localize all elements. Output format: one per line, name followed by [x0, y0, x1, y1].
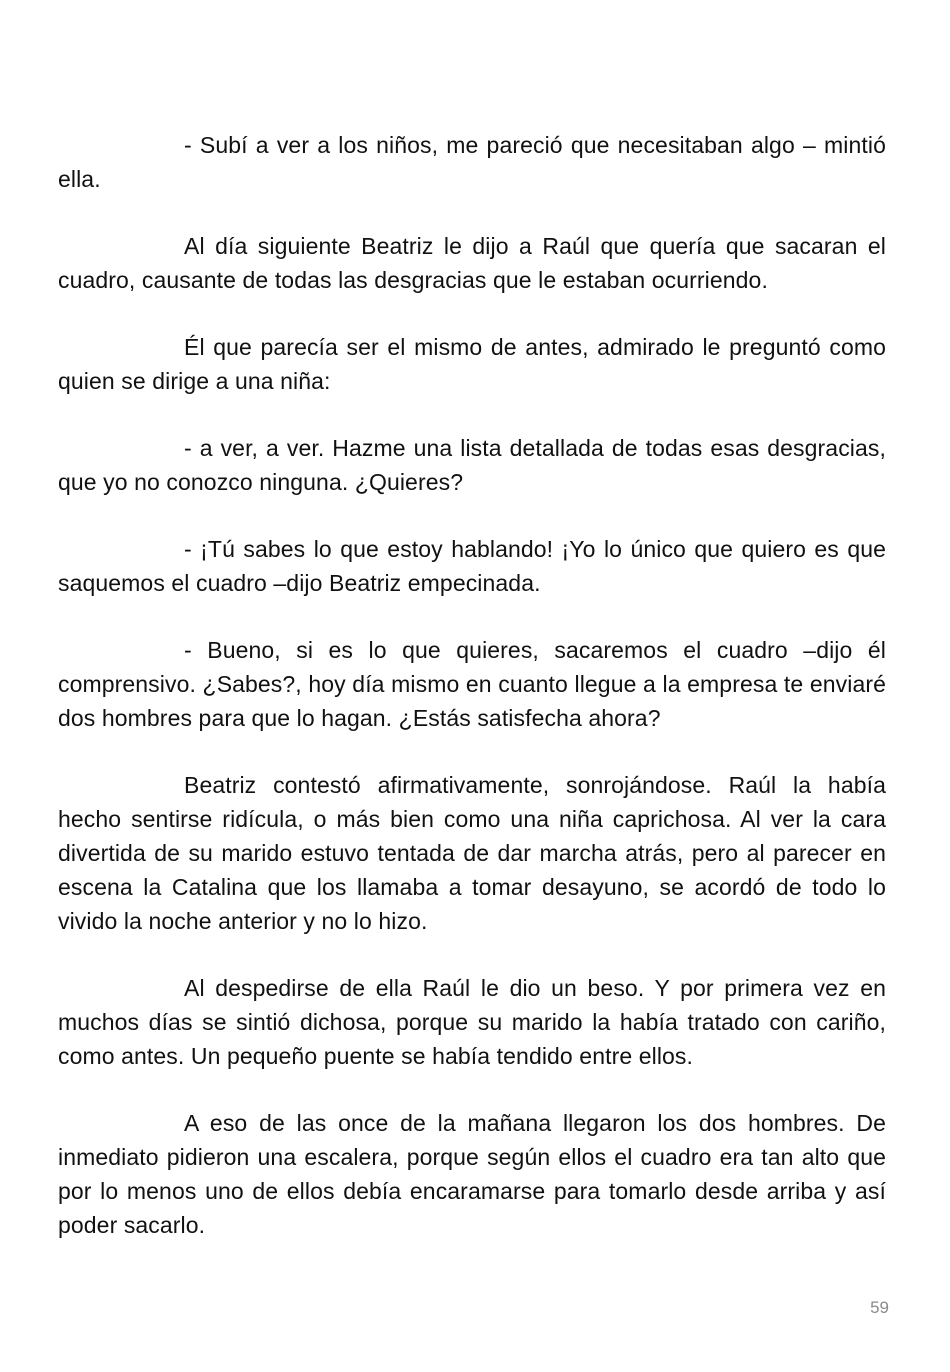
paragraph-2: Al día siguiente Beatriz le dijo a Raúl que quería que sacaran el cuadro, causante de todas las desgracias que le estaban ocurriendo.	[58, 233, 886, 293]
text-body	[58, 128, 886, 1275]
paragraph-9: A eso de las once de la mañana llegaron los dos hombres. De inmediato pidieron una escalera, porque según ellos el cuadro era tan alto que por lo menos uno de ellos debía encaramarse para tomarlo desde arriba y así poder sacarlo.	[58, 1110, 886, 1238]
page-number: 59	[870, 1298, 889, 1317]
paragraph-7: Beatriz contestó afirmativamente, sonrojándose. Raúl la había hecho sentirse ridícula, o más bien como una niña caprichosa. Al ver la cara divertida de su marido estuvo tentada de dar marcha atrás, pero al parecer en escena la Catalina que los llamaba a tomar desayuno, se acordó de todo lo vivido la noche anterior y no lo hizo.	[58, 772, 886, 934]
paragraph-4: - a ver, a ver. Hazme una lista detallada de todas esas desgracias, que yo no conozco ninguna. ¿Quieres?	[58, 435, 886, 495]
paragraph-8: Al despedirse de ella Raúl le dio un beso. Y por primera vez en muchos días se sintió dichosa, porque su marido la había tratado con cariño, como antes. Un pequeño puente se había tendido entre ellos.	[58, 975, 886, 1069]
paragraph-6: - Bueno, si es lo que quieres, sacaremos el cuadro –dijo él comprensivo. ¿Sabes?, hoy día mismo en cuanto llegue a la empresa te enviaré dos hombres para que lo hagan. ¿Estás satisfecha ahora?	[58, 637, 886, 731]
paragraph-1: - Subí a ver a los niños, me pareció que necesitaban algo – mintió ella.	[58, 132, 886, 192]
paragraph-3: Él que parecía ser el mismo de antes, admirado le preguntó como quien se dirige a una niña:	[58, 334, 886, 394]
paragraph-5: - ¡Tú sabes lo que estoy hablando! ¡Yo lo único que quiero es que saquemos el cuadro –dijo Beatriz empecinada.	[58, 536, 886, 596]
